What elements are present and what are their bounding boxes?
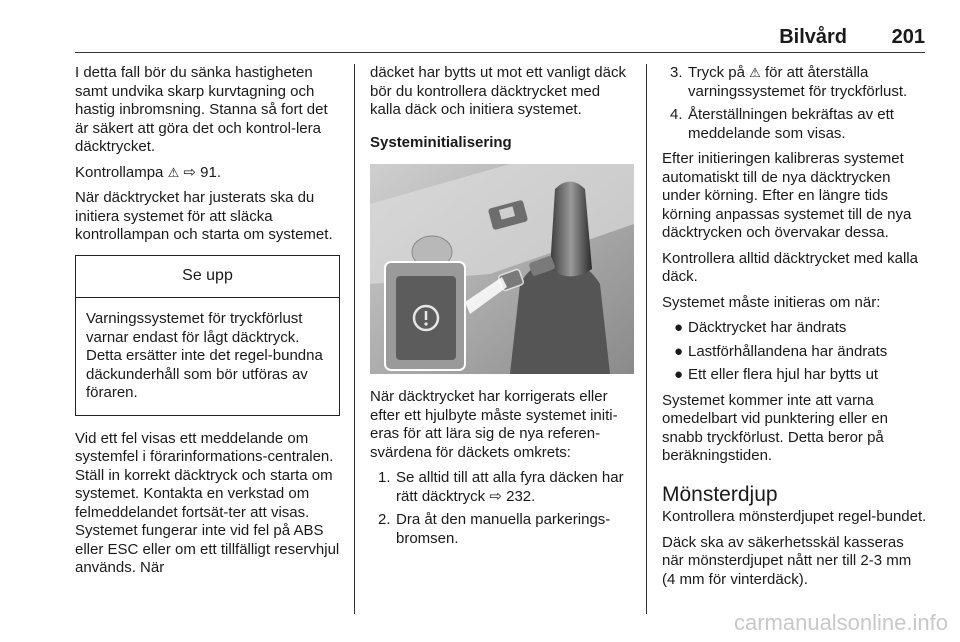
steps-list	[370, 469, 635, 548]
section-heading: Mönsterdjup	[662, 482, 778, 506]
list-item: ● Lastförhållandena har ändrats	[674, 342, 888, 360]
page-header	[75, 20, 925, 53]
paragraph: Däck ska av säkerhetsskäl kasseras när mönsterdjupet nått ner till 2-3 mm (4 mm för vinterdäck).	[662, 533, 912, 588]
paragraph: Systemet kommer inte att varna omedelbart vid punktering eller en snabb tryckförlust. Detta beror på beräkningstiden.	[662, 391, 888, 464]
bullet-icon: ●	[674, 319, 684, 336]
page-number: 201	[891, 26, 925, 48]
list-item: 1. Se alltid till att alla fyra däcken har rätt däcktryck ⇨ 232.	[378, 469, 624, 505]
paragraph: däcket har bytts ut mot ett vanligt däck bör du kontrollera däcktrycket med kalla däck och initiera systemet.	[370, 64, 626, 118]
paragraph: Systemet måste initieras om när:	[662, 293, 881, 311]
paragraph: Vid ett fel visas ett meddelande om systemfel i förarinformations-centralen. Ställ in korrekt däcktryck och starta om systemet. Kontakta en verkstad om felmeddelandet fortsät-ter att visas. Systemet fungerar inte vid fel på ABS eller ESC eller om ett tillfälligt reservhjul används. När	[75, 429, 340, 576]
paragraph: Kontrollera alltid däcktrycket med kalla däck.	[662, 249, 918, 285]
page-reference-icon: ⇨	[489, 487, 502, 505]
paragraph: Kontrollampa ⚠ ⇨ 91.	[75, 163, 221, 181]
caution-body: Varningssystemet för tryckförlust varnar endast för lågt däcktryck. Detta ersätter inte det regel-bundna däckunderhåll som bör utföras av föraren.	[86, 310, 323, 401]
watermark-link[interactable]: carmanualsonline.info	[733, 610, 948, 635]
paragraph: När däcktrycket har justerats ska du initiera systemet för att släcka kontrollampan och starta om systemet.	[75, 189, 333, 243]
tpms-warning-icon: ⚠	[749, 65, 761, 80]
list-item: 4. Återställningen bekräftas av ett meddelande som visas.	[670, 106, 894, 142]
paragraph: I detta fall bör du sänka hastigheten samt undvika skarp kurvtagning och hastig inbromsning. Stanna så fort det är säkert att göra det och kontrol-lera däcktrycket.	[75, 64, 328, 155]
column-divider	[646, 64, 647, 614]
paragraph: Kontrollera mönsterdjupet regel-bundet.	[662, 508, 927, 525]
page-reference-icon: ⇨	[183, 163, 196, 181]
column-1	[75, 64, 340, 585]
list-item: 3. Tryck på ⚠ för att återställa varningssystemet för tryckförlust.	[670, 64, 908, 100]
steps-list	[662, 64, 927, 143]
paragraph: När däcktrycket har korrigerats eller efter ett hjulbyte måste systemet initi-eras för att lära sig de nya referen-svärdena för däckets omkrets:	[370, 388, 618, 461]
list-item: ● Däcktrycket har ändrats	[674, 319, 847, 336]
column-2	[370, 64, 635, 555]
caution-box	[75, 255, 340, 416]
bullet-icon: ●	[674, 342, 684, 360]
bullet-icon: ●	[674, 366, 684, 383]
tpms-warning-icon: ⚠	[167, 164, 180, 180]
section-title: Bilvård	[779, 26, 847, 48]
list-item: 2. Dra åt den manuella parkerings-bromsen.	[378, 511, 611, 547]
console-illustration	[370, 164, 634, 374]
figure-tpms-button-illustration	[370, 164, 634, 374]
paragraph: Efter initieringen kalibreras systemet automatiskt till de nya däcktrycken under körning. Efter en längre tids körning anpassas systemet till de nya däcktrycken och övervakar dessa.	[662, 150, 912, 241]
section-heading: Systeminitialisering	[370, 133, 512, 151]
column-3	[662, 64, 927, 596]
list-item: ● Ett eller flera hjul har bytts ut	[674, 366, 879, 383]
bullet-list	[662, 319, 927, 385]
caution-title: Se upp	[76, 256, 339, 299]
column-divider	[354, 64, 355, 614]
